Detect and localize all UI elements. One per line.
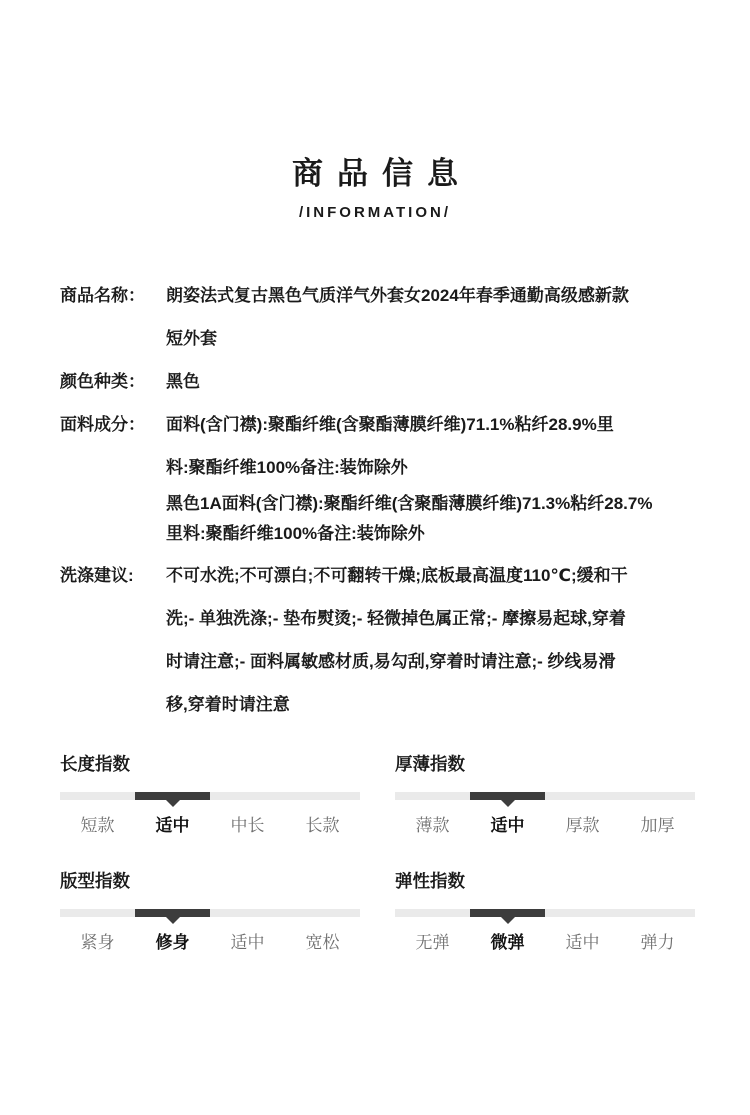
elasticity-index-options bbox=[395, 931, 695, 955]
fabric-para1-line: 面料(含门襟):聚酯纤维(含聚酯薄膜纤维)71.1%粘纤28.9%里 bbox=[166, 415, 614, 434]
page-header bbox=[0, 148, 750, 221]
fabric-para1-line: 料:聚酯纤维100%备注:装饰除外 bbox=[166, 458, 408, 477]
elasticity-index-block bbox=[395, 870, 695, 955]
index-option: 适中 bbox=[565, 933, 600, 952]
product-name-line: 朗姿法式复古黑色气质洋气外套女2024年春季通勤高级感新款 bbox=[166, 286, 629, 305]
index-option: 弹力 bbox=[640, 933, 675, 952]
product-name-value bbox=[166, 274, 700, 360]
length-index-block bbox=[60, 753, 360, 838]
length-index-slider-track bbox=[60, 792, 360, 800]
fabric-para2-line: 黑色1A面料(含门襟):聚酯纤维(含聚酯薄膜纤维)71.3%粘纤28.7% bbox=[166, 494, 653, 513]
thickness-index-title: 厚薄指数 bbox=[395, 754, 465, 774]
index-section bbox=[0, 753, 750, 955]
index-option: 薄款 bbox=[415, 816, 450, 835]
product-name-line: 短外套 bbox=[166, 329, 217, 348]
wash-advice-value bbox=[166, 554, 700, 726]
wash-advice-line: 不可水洗;不可漂白;不可翻转干燥;底板最高温度110℃;缓和干 bbox=[166, 566, 628, 585]
fit-index-slider-indicator bbox=[135, 909, 210, 917]
page-subtitle: /INFORMATION/ bbox=[298, 204, 452, 221]
index-option: 紧身 bbox=[80, 933, 115, 952]
index-option-selected: 修身 bbox=[155, 933, 190, 952]
fabric-composition-value bbox=[166, 403, 700, 549]
fit-index-options bbox=[60, 931, 360, 955]
thickness-index-slider-indicator bbox=[470, 792, 545, 800]
index-option-selected: 微弹 bbox=[490, 933, 525, 952]
index-option: 适中 bbox=[230, 933, 265, 952]
fit-index-block bbox=[60, 870, 360, 955]
length-index-title: 长度指数 bbox=[60, 754, 130, 774]
fabric-para2-line: 里料:聚酯纤维100%备注:装饰除外 bbox=[166, 524, 425, 543]
elasticity-index-slider-track bbox=[395, 909, 695, 917]
length-index-slider-indicator bbox=[135, 792, 210, 800]
color-type-label: 颜色种类： bbox=[60, 372, 145, 391]
wash-advice-line: 洗;- 单独洗涤;- 垫布熨烫;- 轻微掉色属正常;- 摩擦易起球,穿着 bbox=[166, 609, 626, 628]
index-option: 中长 bbox=[230, 816, 265, 835]
color-type-row bbox=[60, 360, 700, 403]
index-option: 短款 bbox=[80, 816, 115, 835]
product-name-row bbox=[60, 274, 700, 360]
fit-index-title: 版型指数 bbox=[60, 871, 130, 891]
elasticity-index-slider-indicator bbox=[470, 909, 545, 917]
index-option-selected: 适中 bbox=[155, 816, 190, 835]
index-option: 无弹 bbox=[415, 933, 450, 952]
elasticity-index-title: 弹性指数 bbox=[395, 871, 465, 891]
fabric-composition-label: 面料成分： bbox=[60, 415, 145, 434]
wash-advice-line: 移,穿着时请注意 bbox=[166, 695, 290, 714]
fit-index-slider-track bbox=[60, 909, 360, 917]
wash-advice-row bbox=[60, 554, 700, 726]
index-option-selected: 适中 bbox=[490, 816, 525, 835]
color-type-value bbox=[166, 360, 700, 403]
index-option: 长款 bbox=[305, 816, 340, 835]
fabric-composition-row bbox=[60, 403, 700, 549]
index-option: 厚款 bbox=[565, 816, 600, 835]
color-type-line: 黑色 bbox=[166, 372, 200, 391]
wash-advice-label: 洗涤建议: bbox=[60, 566, 134, 585]
length-index-options bbox=[60, 814, 360, 838]
product-name-label: 商品名称： bbox=[60, 286, 145, 305]
page-title: 商品信息 bbox=[292, 156, 472, 191]
thickness-index-slider-track bbox=[395, 792, 695, 800]
index-option: 宽松 bbox=[305, 933, 340, 952]
thickness-index-options bbox=[395, 814, 695, 838]
wash-advice-line: 时请注意;- 面料属敏感材质,易勾刮,穿着时请注意;- 纱线易滑 bbox=[166, 652, 616, 671]
index-option: 加厚 bbox=[640, 816, 675, 835]
product-info-section bbox=[0, 274, 750, 726]
thickness-index-block bbox=[395, 753, 695, 838]
